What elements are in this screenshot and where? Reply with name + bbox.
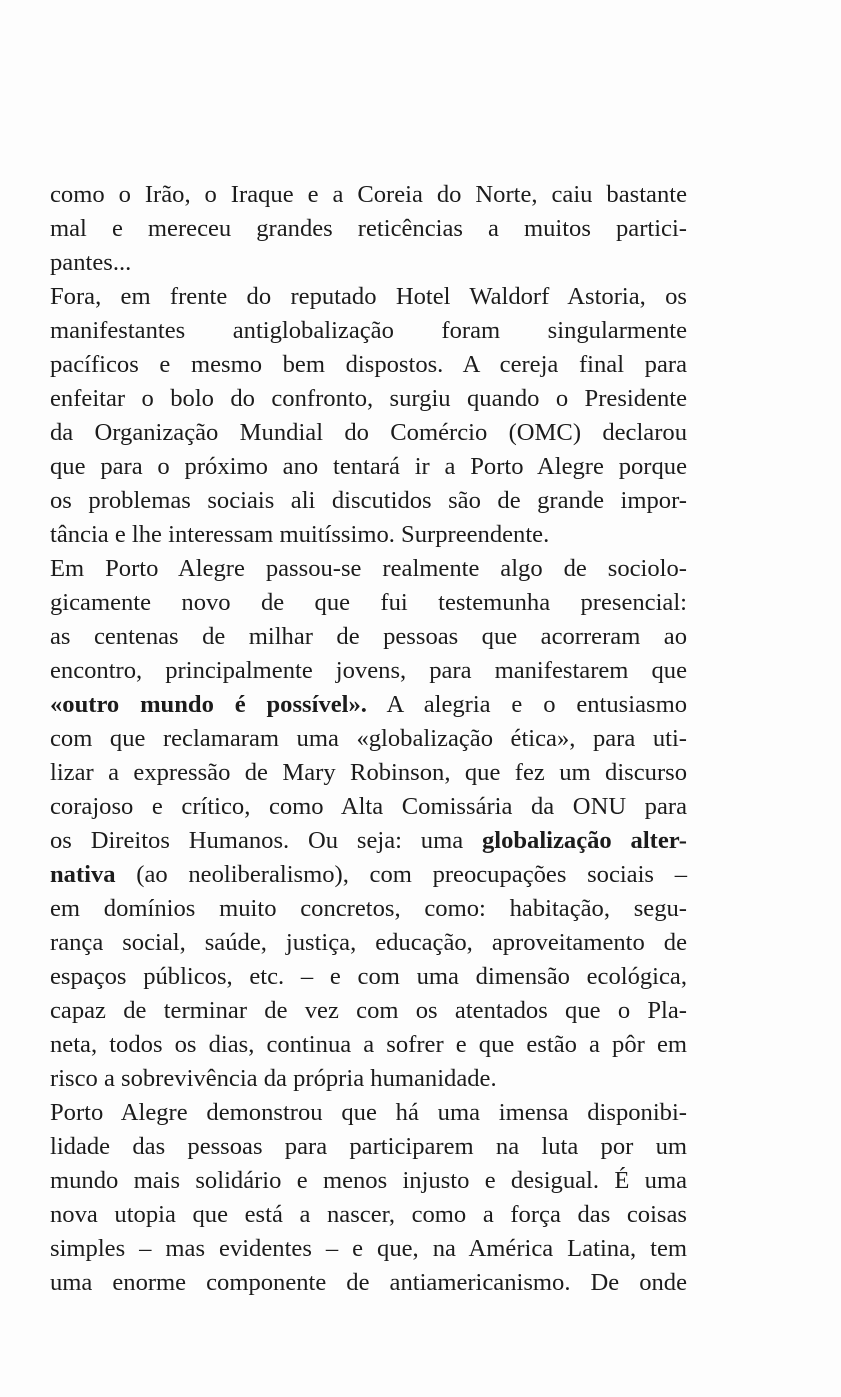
text-line [50, 552, 687, 586]
text-segment: como o Irão, o Iraque e a Coreia do Norte, caiu bastante [50, 181, 687, 208]
text-segment: A alegria e o entusiasmo [366, 691, 688, 718]
text-segment: em domínios muito concretos, como: habitação, segu- [50, 895, 687, 922]
text-line [50, 1096, 687, 1130]
text-segment: pacíficos e mesmo bem dispostos. A cereja final para [50, 351, 687, 378]
body-text [50, 178, 687, 1300]
bold-text-segment: «outro mundo é possível». [50, 691, 367, 718]
text-segment: gicamente novo de que fui testemunha presencial: [50, 589, 687, 616]
text-segment: que para o próximo ano tentará ir a Porto Alegre porque [50, 453, 687, 480]
text-segment: os problemas sociais ali discutidos são de grande impor- [50, 487, 687, 514]
text-line [50, 892, 687, 926]
text-segment: Fora, em frente do reputado Hotel Waldorf Astoria, os [50, 283, 687, 310]
text-line [50, 280, 687, 314]
text-line [50, 654, 687, 688]
text-segment: as centenas de milhar de pessoas que acorreram ao [50, 623, 687, 650]
text-line [50, 1130, 687, 1164]
text-line [50, 926, 687, 960]
text-segment: os Direitos Humanos. Ou seja: uma [50, 827, 482, 854]
text-line [50, 484, 687, 518]
text-line [50, 416, 687, 450]
text-line [50, 212, 687, 246]
text-line [50, 348, 687, 382]
text-line [50, 620, 687, 654]
text-line [50, 960, 687, 994]
text-line [50, 994, 687, 1028]
text-segment: enfeitar o bolo do confronto, surgiu quando o Presidente [50, 385, 687, 412]
text-line [50, 382, 687, 416]
text-line [50, 314, 687, 348]
text-segment: (ao neoliberalismo), com preocupações sociais – [115, 861, 687, 888]
text-line [50, 1232, 687, 1266]
text-line [50, 1266, 687, 1300]
text-segment: uma enorme componente de antiamericanismo. De onde [50, 1269, 687, 1296]
bold-text-segment: globalização alter- [481, 827, 687, 854]
text-segment: nova utopia que está a nascer, como a força das coisas [50, 1201, 687, 1228]
text-line [50, 722, 687, 756]
text-line [50, 1164, 687, 1198]
text-segment: lizar a expressão de Mary Robinson, que fez um discurso [50, 759, 687, 786]
text-segment: encontro, principalmente jovens, para manifestarem que [50, 657, 687, 684]
text-line [50, 858, 687, 892]
text-line [50, 586, 687, 620]
text-segment: pantes... [50, 249, 132, 276]
text-line [50, 1028, 687, 1062]
text-segment: manifestantes antiglobalização foram singularmente [50, 317, 687, 344]
text-line [50, 450, 687, 484]
text-segment: mundo mais solidário e menos injusto e desigual. É uma [50, 1167, 687, 1194]
text-line [50, 824, 687, 858]
text-segment: Porto Alegre demonstrou que há uma imensa disponibi- [50, 1099, 687, 1126]
text-line [50, 756, 687, 790]
text-segment: mal e mereceu grandes reticências a muitos partici- [50, 215, 687, 242]
text-line [50, 790, 687, 824]
bold-text-segment: nativa [50, 861, 116, 888]
text-segment: lidade das pessoas para participarem na luta por um [50, 1133, 687, 1160]
text-segment: com que reclamaram uma «globalização ética», para uti- [50, 725, 687, 752]
text-segment: risco a sobrevivência da própria humanidade. [50, 1065, 497, 1092]
text-segment: Em Porto Alegre passou-se realmente algo de sociolo- [50, 555, 687, 582]
text-segment: capaz de terminar de vez com os atentados que o Pla- [50, 997, 687, 1024]
text-segment: tância e lhe interessam muitíssimo. Surpreendente. [50, 521, 550, 548]
text-segment: rança social, saúde, justiça, educação, aproveitamento de [50, 929, 687, 956]
text-segment: simples – mas evidentes – e que, na América Latina, tem [50, 1235, 687, 1262]
text-line [50, 688, 687, 722]
text-line [50, 518, 687, 552]
text-segment: da Organização Mundial do Comércio (OMC) declarou [50, 419, 687, 446]
text-segment: neta, todos os dias, continua a sofrer e que estão a pôr em [50, 1031, 687, 1058]
text-segment: espaços públicos, etc. – e com uma dimensão ecológica, [50, 963, 687, 990]
text-segment: corajoso e crítico, como Alta Comissária da ONU para [50, 793, 687, 820]
text-line [50, 178, 687, 212]
text-line [50, 246, 687, 280]
text-line [50, 1062, 687, 1096]
text-line [50, 1198, 687, 1232]
